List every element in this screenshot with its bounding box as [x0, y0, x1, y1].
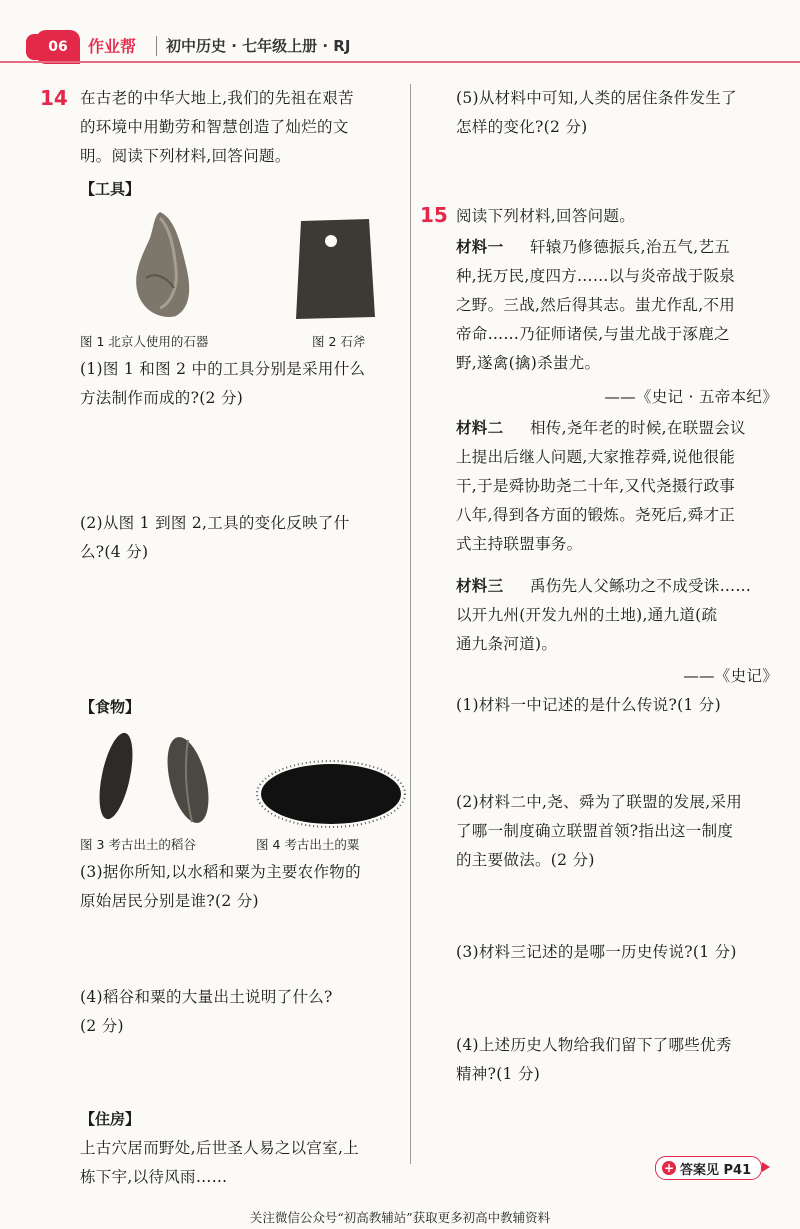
stone-tool-image [130, 208, 200, 320]
q15-1: (1)材料一中记述的是什么传说?(1 分) [456, 696, 721, 714]
q14-4-line1: (4)稻谷和粟的大量出土说明了什么? [80, 988, 333, 1006]
material-3-line1: 禹伤先人父鲧功之不成受诛…… [530, 577, 752, 595]
page-number: 06 [36, 30, 80, 64]
material-3-line2: 以开九州(开发九州的土地),通九道(疏 [456, 606, 718, 624]
column-divider [410, 84, 411, 1164]
q14-intro-2: 的环境中用勤劳和智慧创造了灿烂的文 [80, 118, 349, 136]
material-3-source: ——《史记》 [683, 667, 778, 685]
page-header [0, 0, 800, 72]
answer-link-label: 答案见 P41 [680, 1162, 752, 1178]
rice-grain-image [92, 726, 222, 826]
millet-image [256, 748, 406, 828]
material-3-label: 材料三 [456, 577, 504, 595]
q15-4-line1: (4)上述历史人物给我们留下了哪些优秀 [456, 1036, 732, 1054]
material-1-line2: 种,抚万民,度四方……以与炎帝战于阪泉 [456, 267, 736, 285]
fig4-caption: 图 4 考古出土的粟 [256, 837, 360, 852]
material-2-line1: 相传,尧年老的时候,在联盟会议 [530, 419, 746, 437]
q15-2-line2: 了哪一制度确立联盟首领?指出这一制度 [456, 822, 734, 840]
food-heading: 【食物】 [80, 698, 141, 716]
housing-text-1: 上古穴居而野处,后世圣人易之以宫室,上 [80, 1139, 360, 1157]
material-1-line3: 之野。三战,然后得其志。蚩尤作乱,不用 [456, 296, 736, 314]
housing-heading: 【住房】 [80, 1110, 141, 1128]
q14-5-line1: (5)从材料中可知,人类的居住条件发生了 [456, 89, 737, 107]
header-rule [0, 61, 800, 63]
q14-5-line2: 怎样的变化?(2 分) [456, 118, 588, 136]
q15-2-line1: (2)材料二中,尧、舜为了联盟的发展,采用 [456, 793, 743, 811]
fig3-caption: 图 3 考古出土的稻谷 [80, 837, 196, 852]
q15-3: (3)材料三记述的是哪一历史传说?(1 分) [456, 943, 737, 961]
material-1-label: 材料一 [456, 238, 504, 256]
material-2-line2: 上提出后继人问题,大家推荐舜,说他很能 [456, 448, 736, 466]
q14-intro-1: 在古老的中华大地上,我们的先祖在艰苦 [80, 89, 354, 107]
material-1-line1: 轩辕乃修德振兵,治五气,艺五 [530, 238, 731, 256]
fig1-caption: 图 1 北京人使用的石器 [80, 334, 209, 349]
q14-1-line1: (1)图 1 和图 2 中的工具分别是采用什么 [80, 360, 366, 378]
tools-heading: 【工具】 [80, 180, 141, 198]
q14-intro-3: 明。阅读下列材料,回答问题。 [80, 147, 291, 165]
material-2-label: 材料二 [456, 419, 504, 437]
book-title: 初中历史 · 七年级上册 · RJ [166, 37, 351, 55]
q14-1-line2: 方法制作而成的?(2 分) [80, 389, 244, 407]
q14-3-line2: 原始居民分别是谁?(2 分) [80, 892, 259, 910]
question-number-15: 15 [420, 203, 448, 227]
header-separator [156, 36, 157, 56]
material-2-line5: 式主持联盟事务。 [456, 535, 583, 553]
q14-2-line1: (2)从图 1 到图 2,工具的变化反映了什 [80, 514, 350, 532]
q14-2-line2: 么?(4 分) [80, 543, 149, 561]
question-number-14: 14 [40, 86, 68, 110]
q15-2-line3: 的主要做法。(2 分) [456, 851, 595, 869]
q14-3-line1: (3)据你所知,以水稻和粟为主要农作物的 [80, 863, 361, 881]
material-1-line4: 帝命……乃征师诸侯,与蚩尤战于涿鹿之 [456, 325, 730, 343]
plus-icon: + [663, 1161, 675, 1175]
material-3-line3: 通九条河道)。 [456, 635, 558, 653]
q15-4-line2: 精神?(1 分) [456, 1065, 541, 1083]
brand-name: 作业帮 [88, 37, 137, 56]
material-1-line5: 野,遂禽(擒)杀蚩尤。 [456, 354, 601, 372]
q14-4-line2: (2 分) [80, 1017, 124, 1035]
footer-note: 关注微信公众号“初高教辅站”获取更多初高中教辅资料 [249, 1210, 551, 1225]
stone-axe-image [293, 217, 378, 323]
material-1-source: ——《史记 · 五帝本纪》 [604, 388, 778, 406]
housing-text-2: 栋下宇,以待风雨…… [80, 1168, 228, 1186]
answer-link-button[interactable] [655, 1156, 762, 1180]
material-2-line3: 干,于是舜协助尧二十年,又代尧摄行政事 [456, 477, 736, 495]
material-2-line4: 八年,得到各方面的锻炼。尧死后,舜才正 [456, 506, 736, 524]
arrow-right-icon [762, 1162, 770, 1172]
q15-intro: 阅读下列材料,回答问题。 [456, 207, 636, 225]
fig2-caption: 图 2 石斧 [312, 334, 366, 349]
